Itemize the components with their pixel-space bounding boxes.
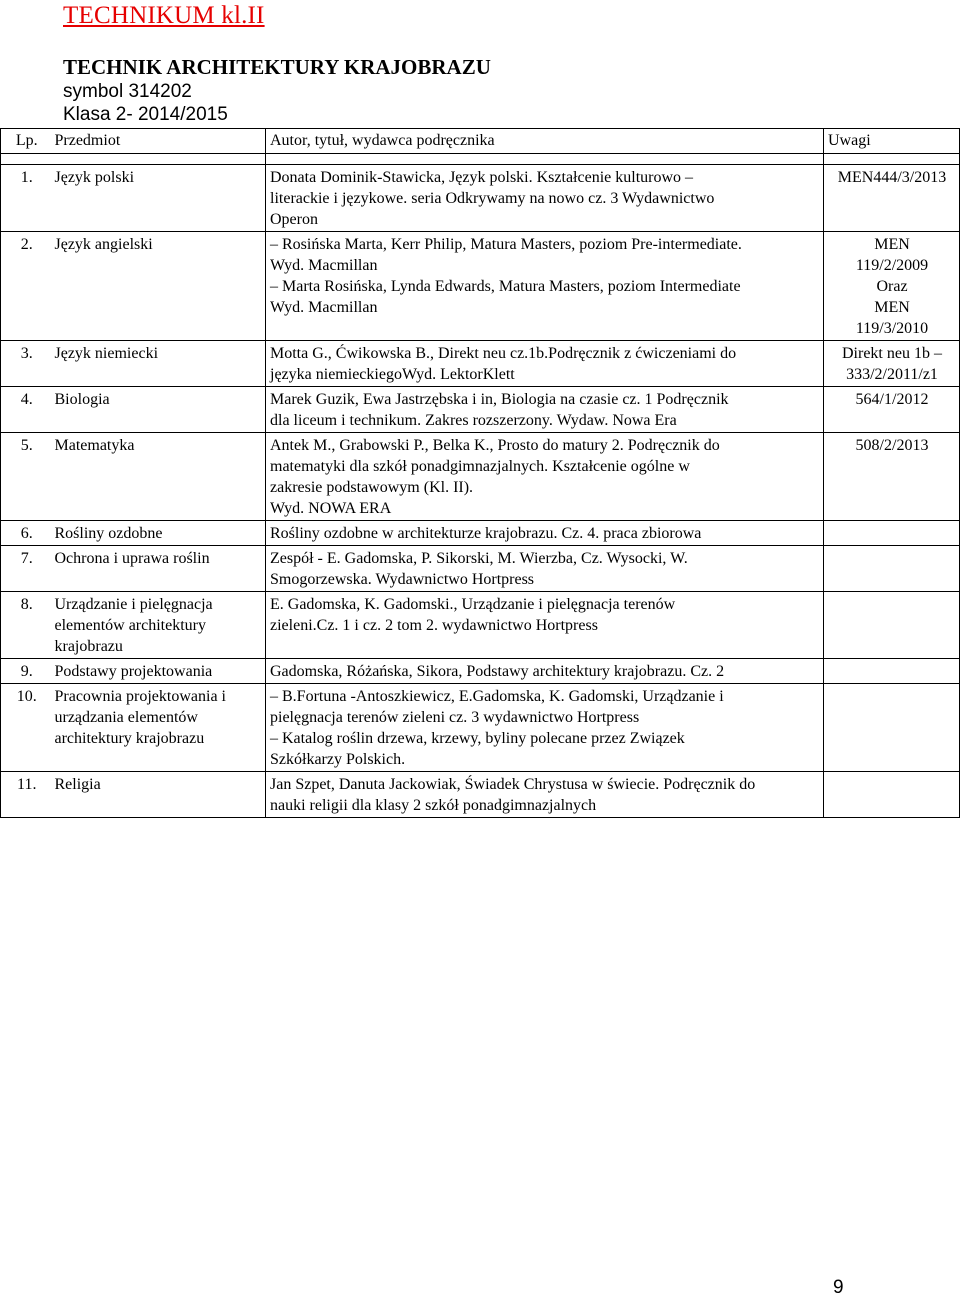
row-notes: [824, 232, 960, 341]
row-textbook-line: Motta G., Ćwikowska B., Direkt neu cz.1b.Podręcznik z ćwiczeniami do: [270, 345, 737, 362]
row-textbook-line: Szkółkarzy Polskich.: [270, 751, 406, 768]
header-lp: Lp.: [1, 129, 53, 154]
row-notes-line: MEN: [874, 236, 910, 253]
table-header-row: [1, 129, 960, 154]
row-textbook: [266, 592, 824, 659]
page-number: 9: [833, 1277, 844, 1298]
row-subject: Język angielski: [53, 232, 266, 341]
row-notes: [824, 659, 960, 684]
row-textbook-line: Zespół - E. Gadomska, P. Sikorski, M. Wierzba, Cz. Wysocki, W.: [270, 550, 688, 567]
row-subject: Rośliny ozdobne: [53, 521, 266, 546]
profession-title: TECHNIK ARCHITEKTURY KRAJOBRAZU: [63, 55, 491, 79]
row-notes-line: 333/2/2011/z1: [846, 366, 938, 383]
row-subject: Język polski: [53, 165, 266, 232]
row-subject: Podstawy projektowania: [53, 659, 266, 684]
row-number: 11.: [1, 772, 53, 818]
row-textbook-line: Jan Szpet, Danuta Jackowiak, Świadek Chrystusa w świecie. Podręcznik do: [270, 776, 756, 793]
row-notes: [824, 772, 960, 818]
header-book: Autor, tytuł, wydawca podręcznika: [266, 129, 824, 154]
table-row: [1, 232, 960, 341]
row-textbook-line: języka niemieckiegoWyd. LektorKlett: [270, 366, 515, 383]
table-row: [1, 592, 960, 659]
row-notes-line: 119/2/2009: [855, 257, 929, 274]
row-textbook-line: – Marta Rosińska, Lynda Edwards, Matura Masters, poziom Intermediate: [270, 278, 741, 295]
row-subject: Ochrona i uprawa roślin: [53, 546, 266, 592]
row-textbook: [266, 341, 824, 387]
table-row: [1, 684, 960, 772]
class-year: Klasa 2- 2014/2015: [63, 104, 228, 125]
row-notes: [824, 165, 960, 232]
row-number: 6.: [1, 521, 53, 546]
row-notes: [824, 341, 960, 387]
row-notes: [824, 546, 960, 592]
row-textbook-line: Marek Guzik, Ewa Jastrzębska i in, Biologia na czasie cz. 1 Podręcznik: [270, 391, 729, 408]
row-textbook-line: zakresie podstawowym (Kl. II).: [270, 479, 474, 496]
textbook-table: [0, 128, 960, 818]
row-textbook-line: Smogorzewska. Wydawnictwo Hortpress: [270, 571, 535, 588]
row-subject: [53, 684, 266, 772]
row-subject-line: Urządzanie i pielęgnacja: [54, 596, 213, 613]
row-textbook-line: – B.Fortuna -Antoszkiewicz, E.Gadomska, K. Gadomski, Urządzanie i: [270, 688, 724, 705]
row-textbook-line: Wyd. Macmillan: [270, 299, 378, 316]
row-notes-line: Oraz: [876, 278, 908, 295]
row-textbook: [266, 546, 824, 592]
row-notes-line: MEN444/3/2013: [837, 169, 947, 186]
row-number: 3.: [1, 341, 53, 387]
row-textbook-line: Donata Dominik-Stawicka, Język polski. Kształcenie kulturowo –: [270, 169, 694, 186]
row-notes: [824, 521, 960, 546]
table-row: [1, 387, 960, 433]
row-textbook: [266, 232, 824, 341]
row-subject-line: Pracownia projektowania i: [54, 688, 226, 705]
row-textbook-line: dla liceum i technikum. Zakres rozszerzony. Wydaw. Nowa Era: [270, 412, 677, 429]
row-number: 9.: [1, 659, 53, 684]
row-subject-line: urządzania elementów: [54, 709, 198, 726]
row-textbook-line: Antek M., Grabowski P., Belka K., Prosto do matury 2. Podręcznik do: [270, 437, 720, 454]
row-textbook-line: – Katalog roślin drzewa, krzewy, byliny polecane przez Związek: [270, 730, 685, 747]
table-row: [1, 546, 960, 592]
row-subject: Matematyka: [53, 433, 266, 521]
row-notes-line: 564/1/2012: [855, 391, 929, 408]
header-notes: Uwagi: [824, 129, 960, 154]
table-row: [1, 521, 960, 546]
row-textbook-line: Operon: [270, 211, 318, 228]
row-number: 10.: [1, 684, 53, 772]
row-subject: Język niemiecki: [53, 341, 266, 387]
row-textbook-line: Wyd. NOWA ERA: [270, 500, 392, 517]
table-row: [1, 433, 960, 521]
row-textbook-line: pielęgnacja terenów zieleni cz. 3 wydawnictwo Hortpress: [270, 709, 640, 726]
row-notes: [824, 684, 960, 772]
row-textbook: [266, 521, 824, 546]
row-number: 1.: [1, 165, 53, 232]
row-number: 5.: [1, 433, 53, 521]
row-textbook: [266, 684, 824, 772]
row-number: 7.: [1, 546, 53, 592]
row-subject-line: krajobrazu: [54, 638, 123, 655]
row-subject: Biologia: [53, 387, 266, 433]
row-subject: [53, 592, 266, 659]
row-textbook-line: literackie i językowe. seria Odkrywamy na nowo cz. 3 Wydawnictwo: [270, 190, 715, 207]
row-notes-line: 508/2/2013: [855, 437, 929, 454]
row-subject: Religia: [53, 772, 266, 818]
row-textbook-line: Rośliny ozdobne w architekturze krajobrazu. Cz. 4. praca zbiorowa: [270, 525, 702, 542]
row-textbook: [266, 165, 824, 232]
header-subject: Przedmiot: [53, 129, 266, 154]
table-row: [1, 341, 960, 387]
row-subject-line: architektury krajobrazu: [54, 730, 205, 747]
row-notes: [824, 387, 960, 433]
row-notes: [824, 592, 960, 659]
row-notes: [824, 433, 960, 521]
row-notes-line: Direkt neu 1b –: [842, 345, 942, 362]
header-spacer-row: [1, 154, 960, 165]
row-textbook: [266, 772, 824, 818]
row-notes-line: MEN: [874, 299, 910, 316]
row-textbook: [266, 433, 824, 521]
profession-symbol: symbol 314202: [63, 81, 192, 102]
table-row: [1, 772, 960, 818]
table-row: [1, 165, 960, 232]
row-textbook-line: nauki religii dla klasy 2 szkół ponadgimnazjalnych: [270, 797, 597, 814]
row-number: 2.: [1, 232, 53, 341]
row-subject-line: elementów architektury: [54, 617, 206, 634]
row-textbook-line: Wyd. Macmillan: [270, 257, 378, 274]
row-textbook-line: – Rosińska Marta, Kerr Philip, Matura Masters, poziom Pre-intermediate.: [270, 236, 742, 253]
row-textbook-line: Gadomska, Różańska, Sikora, Podstawy architektury krajobrazu. Cz. 2: [270, 663, 725, 680]
row-textbook: [266, 387, 824, 433]
section-heading: TECHNIKUM kl.II: [63, 2, 265, 29]
row-textbook-line: matematyki dla szkół ponadgimnazjalnych. Kształcenie ogólne w: [270, 458, 690, 475]
row-number: 8.: [1, 592, 53, 659]
table-row: [1, 659, 960, 684]
row-textbook-line: zieleni.Cz. 1 i cz. 2 tom 2. wydawnictwo Hortpress: [270, 617, 598, 634]
row-notes-line: 119/3/2010: [855, 320, 929, 337]
row-textbook: [266, 659, 824, 684]
row-number: 4.: [1, 387, 53, 433]
row-textbook-line: E. Gadomska, K. Gadomski., Urządzanie i pielęgnacja terenów: [270, 596, 676, 613]
